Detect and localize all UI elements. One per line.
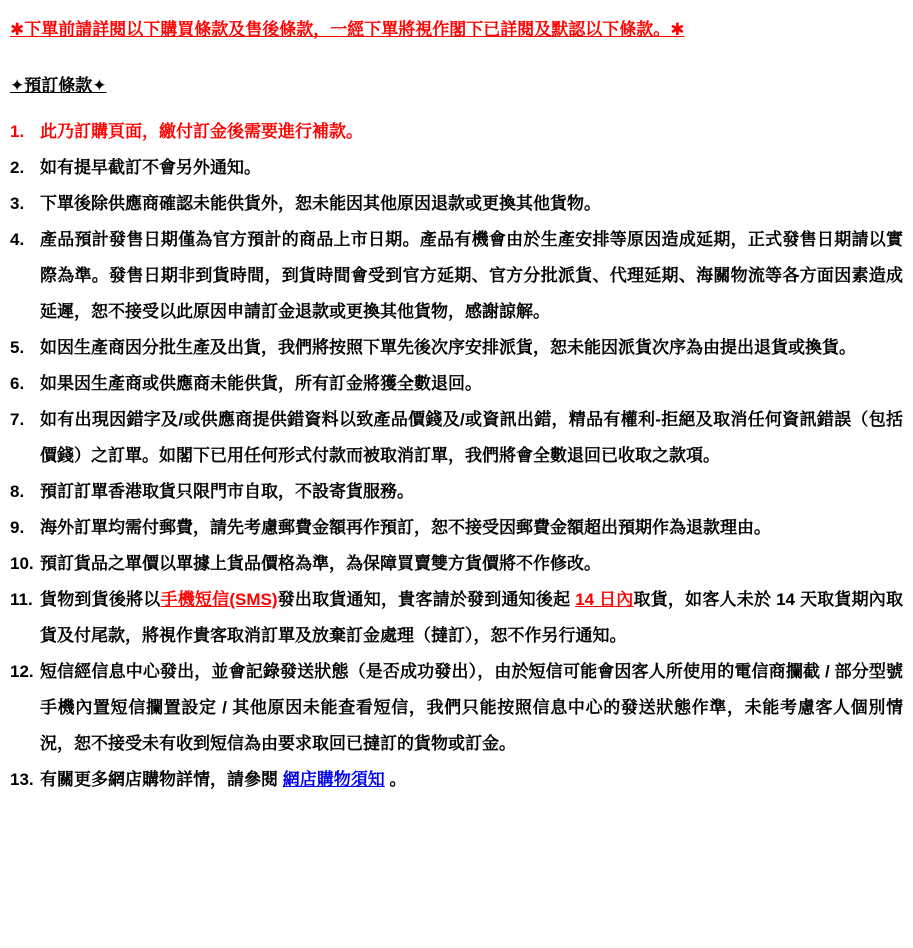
- term-segment: 取貨，如客人未於 14 天取貨期內取貨及付尾款，將視作貴客取消訂單及放棄訂金處理（撻訂），恕不作另行通知。: [40, 590, 903, 646]
- term-segment: 海外訂單均需付郵費，請先考慮郵費金額再作預訂，恕不接受因郵費金額超出預期作為退款理由。: [40, 518, 771, 538]
- term-item-13: [10, 762, 903, 798]
- term-number: 9.: [10, 518, 25, 538]
- term-number: 10.: [10, 554, 34, 574]
- term-segment: 。: [384, 770, 407, 790]
- term-number: 8.: [10, 482, 25, 502]
- term-text: [40, 222, 903, 330]
- term-text: [40, 330, 903, 366]
- term-number: 12.: [10, 662, 34, 682]
- term-segment: 產品預計發售日期僅為官方預計的商品上市日期。產品有機會由於生產安排等原因造成延期，正式發售日期請以實際為準。發售日期非到貨時間，到貨時間會受到官方延期、官方分批派貨、代理延期、海關物流等各方面因素造成延遲，恕不接受以此原因申請訂金退款或更換其他貨物，感謝諒解。: [40, 230, 903, 322]
- term-segment: 如有出現因錯字及/或供應商提供錯資料以致產品價錢及/或資訊出錯，精品有權利-拒絕及取消任何資訊錯誤（包括價錢）之訂單。如閣下已用任何形式付款而被取消訂單，我們將會全數退回已收取之款項。: [40, 410, 903, 466]
- term-item-2: [10, 150, 903, 186]
- term-item-6: [10, 366, 903, 402]
- preorder-terms-section-title: ✦預訂條款✦: [10, 76, 107, 96]
- term-segment: 貨物到貨後將以: [40, 590, 161, 610]
- term-item-9: [10, 510, 903, 546]
- term-text: [40, 366, 903, 402]
- term-segment: 此乃訂購頁面，繳付訂金後需要進行補款。: [40, 122, 363, 142]
- term-text: [40, 762, 903, 798]
- term-text: [40, 402, 903, 474]
- term-segment: 手機短信(SMS): [160, 590, 278, 610]
- term-item-12: [10, 654, 903, 762]
- term-segment: 預訂訂單香港取貨只限門市自取，不設寄貨服務。: [40, 482, 414, 502]
- term-segment: 預訂貨品之單價以單據上貨品價格為準，為保障買賣雙方貨價將不作修改。: [40, 554, 601, 574]
- purchase-notice-header: ✱下單前請詳閱以下購買條款及售後條款，一經下單將視作閣下已詳閱及默認以下條款。✱: [10, 20, 685, 39]
- term-item-11: [10, 582, 903, 654]
- term-text: [40, 474, 903, 510]
- term-item-4: [10, 222, 903, 330]
- term-text: [40, 582, 903, 654]
- term-text: [40, 546, 903, 582]
- term-number: 4.: [10, 230, 25, 250]
- term-segment: 如因生產商因分批生產及出貨，我們將按照下單先後次序安排派貨，恕未能因派貨次序為由提出退貨或換貨。: [40, 338, 856, 358]
- term-segment: 有關更多網店購物詳情，請參閱: [40, 770, 283, 790]
- term-number: 6.: [10, 374, 25, 394]
- shop-guide-link[interactable]: 網店購物須知: [282, 770, 385, 790]
- term-number: 7.: [10, 410, 25, 430]
- term-item-7: [10, 402, 903, 474]
- term-number: 2.: [10, 158, 25, 178]
- term-number: 5.: [10, 338, 25, 358]
- term-text: [40, 114, 903, 150]
- term-segment: 下單後除供應商確認未能供貨外，恕未能因其他原因退款或更換其他貨物。: [40, 194, 601, 214]
- term-number: 1.: [10, 122, 25, 142]
- term-segment: 14 日內: [575, 590, 634, 610]
- term-segment: 如果因生產商或供應商未能供貨，所有訂金將獲全數退回。: [40, 374, 482, 394]
- term-number: 11.: [10, 590, 33, 610]
- term-item-5: [10, 330, 903, 366]
- term-number: 3.: [10, 194, 25, 214]
- term-number: 13.: [10, 770, 34, 790]
- term-item-1: [10, 114, 903, 150]
- term-item-3: [10, 186, 903, 222]
- term-text: [40, 510, 903, 546]
- terms-list: [10, 114, 903, 798]
- term-item-10: [10, 546, 903, 582]
- term-text: [40, 186, 903, 222]
- term-text: [40, 150, 903, 186]
- term-text: [40, 654, 903, 762]
- term-segment: 發出取貨通知，貴客請於發到通知後起: [277, 590, 576, 610]
- term-item-8: [10, 474, 903, 510]
- term-segment: 短信經信息中心發出，並會記錄發送狀態（是否成功發出），由於短信可能會因客人所使用的電信商攔截 / 部分型號手機內置短信攔置設定 / 其他原因未能查看短信，我們只能按照信息中心的發送狀態作準，未能考慮客人個別情況，恕不接受未有收到短信為由要求取回已撻訂的貨物或訂金。: [40, 662, 903, 754]
- term-segment: 如有提早截訂不會另外通知。: [40, 158, 261, 178]
